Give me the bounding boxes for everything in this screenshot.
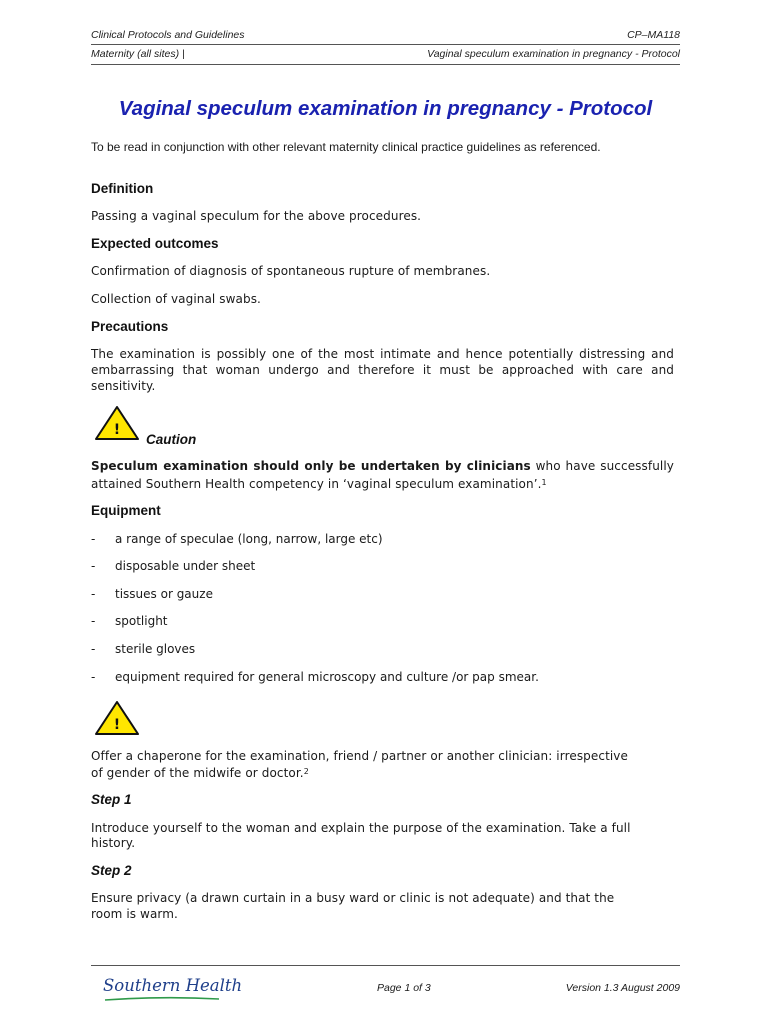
list-dash: - <box>91 614 96 628</box>
southern-health-logo-text: Southern Health <box>103 976 243 995</box>
step1-text-line1: Introduce yourself to the woman and explain the purpose of the examination. Take a full <box>91 821 631 835</box>
chaperone-text-line1: Offer a chaperone for the examination, friend / partner or another clinician: irrespective <box>91 749 628 763</box>
equipment-heading: Equipment <box>91 503 161 518</box>
header-protocol-category: Clinical Protocols and Guidelines <box>91 29 245 41</box>
svg-text:!: ! <box>113 422 121 438</box>
precautions-text: The examination is possibly one of the most intimate and hence potentially distressing and embarrassing that woman undergo and therefore it must be approached with care and sensitivity. <box>91 347 674 393</box>
header-site: Maternity (all sites) | <box>91 48 185 60</box>
equipment-item: sterile gloves <box>115 642 196 656</box>
chaperone-reference: 2 <box>303 767 309 776</box>
caution-bold-text: Speculum examination should only be undertaken by clinicians <box>91 459 531 473</box>
southern-health-logo <box>103 976 242 995</box>
equipment-item: spotlight <box>115 614 168 628</box>
list-dash: - <box>91 642 96 656</box>
version-info: Version 1.3 August 2009 <box>565 982 680 994</box>
header-document-title: Vaginal speculum examination in pregnancy - Protocol <box>427 48 680 60</box>
header-rule-bottom <box>91 64 680 65</box>
header-rule-top <box>91 44 680 45</box>
logo-swoosh-icon <box>103 996 221 1002</box>
step1-text-line2: history. <box>91 836 136 850</box>
chaperone-text-line2 <box>91 765 309 783</box>
caution-text-rest: who have successfully <box>530 459 674 473</box>
list-dash: - <box>91 532 96 546</box>
footer-rule <box>91 965 680 966</box>
caution-text-line2 <box>91 476 547 494</box>
definition-text: Passing a vaginal speculum for the above procedures. <box>91 209 422 223</box>
page-number: Page 1 of 3 <box>377 982 431 994</box>
list-dash: - <box>91 587 96 601</box>
header-document-code: CP–MA118 <box>627 29 680 41</box>
list-dash: - <box>91 559 96 573</box>
chaperone-text-line2-content: of gender of the midwife or doctor. <box>91 766 304 780</box>
equipment-item: disposable under sheet <box>115 559 256 573</box>
caution-reference: 1 <box>541 478 547 487</box>
page-title: Vaginal speculum examination in pregnancy - Protocol <box>118 97 653 120</box>
caution-label: Caution <box>146 432 197 447</box>
svg-text:!: ! <box>113 717 121 733</box>
precautions-heading: Precautions <box>91 319 169 334</box>
intro-text: To be read in conjunction with other relevant maternity clinical practice guidelines as referenced. <box>91 140 601 154</box>
equipment-item: a range of speculae (long, narrow, large etc) <box>115 532 383 546</box>
equipment-item: tissues or gauze <box>115 587 213 601</box>
caution-text-line1 <box>91 458 674 474</box>
warning-triangle-icon <box>94 405 140 441</box>
step2-text-line1: Ensure privacy (a drawn curtain in a busy ward or clinic is not adequate) and that the <box>91 891 615 905</box>
step2-heading: Step 2 <box>91 863 132 878</box>
caution-text-line2-content: attained Southern Health competency in ‘vaginal speculum examination’. <box>91 477 542 491</box>
step2-text-line2: room is warm. <box>91 907 178 921</box>
definition-heading: Definition <box>91 181 154 196</box>
list-dash: - <box>91 670 96 684</box>
step1-heading: Step 1 <box>91 792 132 807</box>
outcome-item: Collection of vaginal swabs. <box>91 292 261 306</box>
outcome-item: Confirmation of diagnosis of spontaneous rupture of membranes. <box>91 264 491 278</box>
warning-triangle-icon <box>94 700 140 736</box>
equipment-item: equipment required for general microscopy and culture /or pap smear. <box>115 670 539 684</box>
outcomes-heading: Expected outcomes <box>91 236 219 251</box>
